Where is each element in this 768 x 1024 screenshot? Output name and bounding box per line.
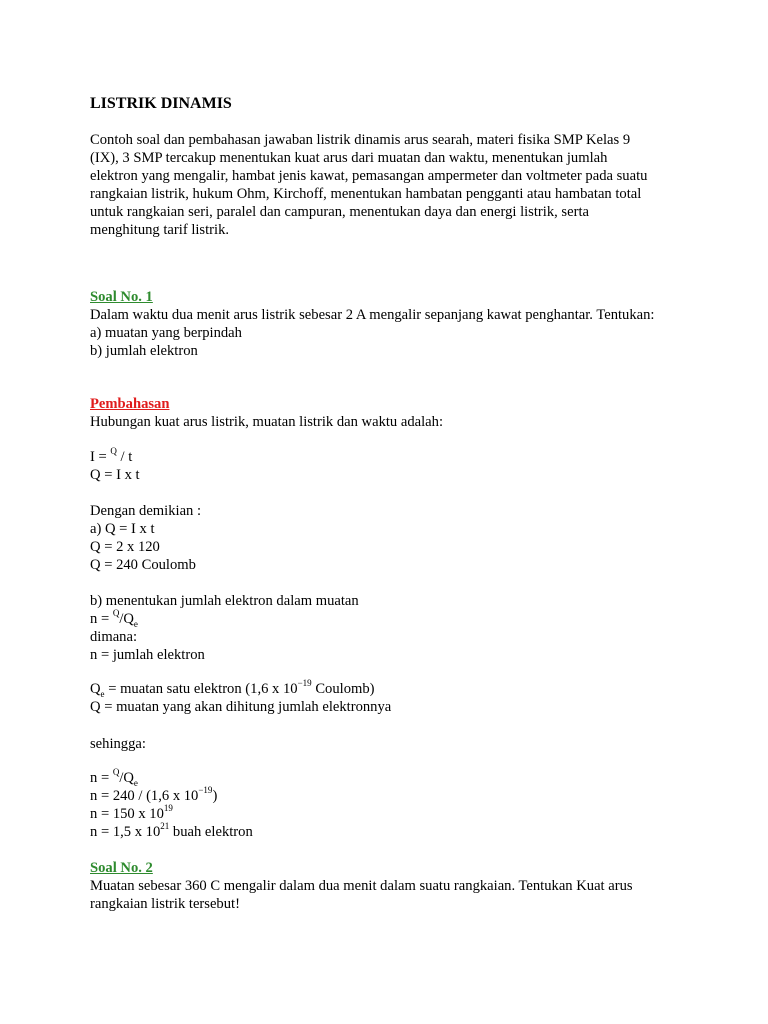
part-b-block — [90, 592, 690, 664]
intro-line: Contoh soal dan pembahasan jawaban listrik dinamis arus searah, materi fisika SMP Kelas 9 — [90, 132, 631, 148]
intro-line: menghitung tarif listrik. — [90, 222, 230, 238]
formula-n: $n = ^Q/Q_e$ — [90, 608, 138, 629]
part-a-block — [90, 502, 690, 574]
pembahasan-heading: Pembahasan — [90, 396, 170, 412]
soal-1-line: Dalam waktu dua menit arus listrik sebesar 2 A mengalir sepanjang kawat penghantar. Tentukan: — [90, 307, 655, 323]
part-a-line: Q = 2 x 120 — [90, 539, 160, 555]
definitions-block — [90, 680, 690, 716]
soal-2-heading: Soal No. 2 — [90, 860, 153, 876]
pembahasan-intro: Hubungan kuat arus listrik, muatan listrik dan waktu adalah: — [90, 414, 444, 430]
calc-line: n = 240 / (1,6 x $10^{-19}$) — [90, 785, 218, 804]
intro-paragraph — [90, 131, 690, 239]
n-definition: n = jumlah elektron — [90, 647, 205, 663]
soal-2-line: rangkaian listrik tersebut! — [90, 896, 240, 912]
formula-i: I = $^Q$ / t — [90, 446, 133, 465]
formula-block — [90, 448, 690, 484]
pembahasan-section — [90, 395, 690, 431]
soal-1-section — [90, 288, 690, 360]
intro-line: rangkaian listrik, hukum Ohm, Kirchoff, menentukan hambatan pengganti atau hambatan total — [90, 186, 642, 202]
calc-line: n = 150 x $10^{19}$ — [90, 803, 173, 822]
sehingga-label: sehingga: — [90, 736, 146, 752]
intro-line: (IX), 3 SMP tercakup menentukan kuat arus dari muatan dan waktu, menentukan jumlah — [90, 150, 608, 166]
part-b-title: b) menentukan jumlah elektron dalam muatan — [90, 593, 359, 609]
q-definition: Q = muatan yang akan dihitung jumlah elektronnya — [90, 699, 392, 715]
intro-line: untuk rangkaian seri, paralel dan campuran, menentukan daya dan energi listrik, serta — [90, 204, 589, 220]
soal-1-heading: Soal No. 1 — [90, 289, 153, 305]
document-title: LISTRIK DINAMIS — [90, 95, 232, 112]
qe-definition: $Q_e = muatan$ satu elektron (1,6 x $10^{-19}$ Coulomb) — [90, 678, 375, 699]
part-a-line: Dengan demikian : — [90, 503, 202, 519]
part-a-line: a) Q = I x t — [90, 521, 155, 537]
calc-line: $n = ^Q/Q_e$ — [90, 767, 138, 788]
soal-2-line: Muatan sebesar 360 C mengalir dalam dua menit dalam suatu rangkaian. Tentukan Kuat arus — [90, 878, 633, 894]
soal-1-line: b) jumlah elektron — [90, 343, 198, 359]
soal-2-section — [90, 859, 690, 913]
calculation-block — [90, 769, 690, 841]
part-a-line: Q = 240 Coulomb — [90, 557, 196, 573]
calc-line: n = 1,5 x $10^{21}$ buah elektron — [90, 821, 253, 840]
soal-1-line: a) muatan yang berpindah — [90, 325, 242, 341]
formula-q: Q = I x t — [90, 467, 140, 483]
dimana-label: dimana: — [90, 629, 138, 645]
intro-line: elektron yang mengalir, hambat jenis kawat, pemasangan ampermeter dan voltmeter pada suatu — [90, 168, 648, 184]
